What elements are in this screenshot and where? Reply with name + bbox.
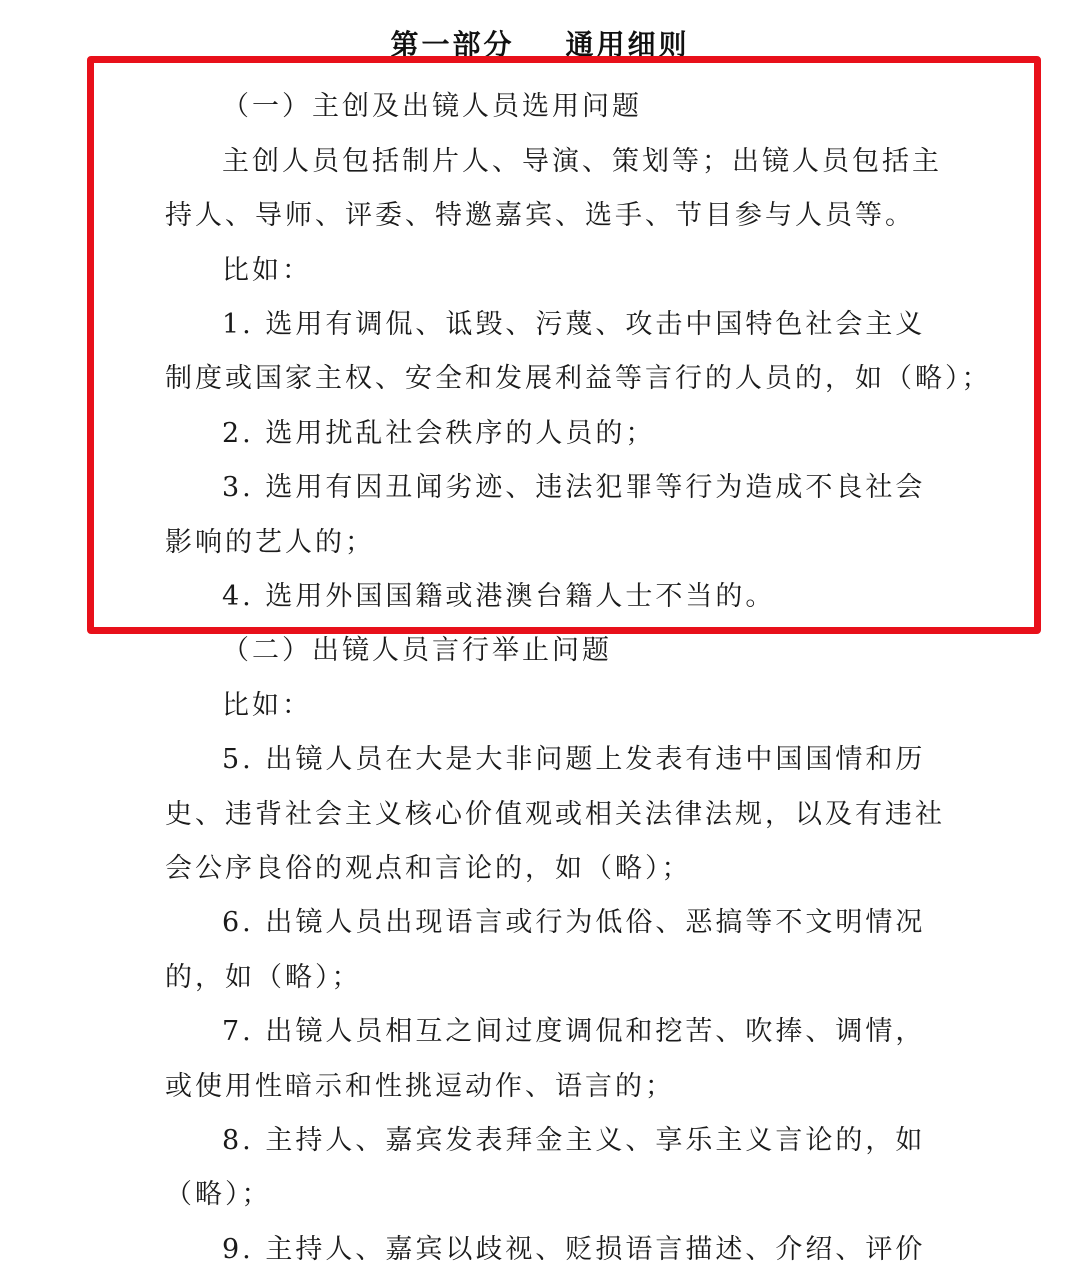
list-item-line: 2. 选用扰乱社会秩序的人员的； xyxy=(222,418,656,449)
list-item-line: 4. 选用外国国籍或港澳台籍人士不当的。 xyxy=(222,581,776,612)
paragraph-line: 持人、导师、评委、特邀嘉宾、选手、节目参与人员等。 xyxy=(165,200,915,231)
section-heading-1: （一）主创及出镜人员选用问题 xyxy=(222,91,642,122)
section-heading-2: （二）出镜人员言行举止问题 xyxy=(222,635,612,666)
list-item-line: 或使用性暗示和性挑逗动作、语言的； xyxy=(165,1071,675,1102)
list-item-line: 5. 出镜人员在大是大非问题上发表有违中国国情和历 xyxy=(222,744,926,775)
list-item-line: 影响的艺人的； xyxy=(165,527,375,558)
list-item-line: 史、违背社会主义核心价值观或相关法律法规，以及有违社 xyxy=(165,799,945,830)
list-item-line: 7. 出镜人员相互之间过度调侃和挖苦、吹捧、调情， xyxy=(222,1016,926,1047)
list-item-line: （略）； xyxy=(165,1179,272,1210)
list-item-line: 3. 选用有因丑闻劣迹、违法犯罪等行为造成不良社会 xyxy=(222,472,926,503)
list-item-line: 会公序良俗的观点和言论的，如（略）； xyxy=(165,853,692,884)
part-title: 第一部分 通用细则 xyxy=(390,28,690,61)
list-item-line: 1. 选用有调侃、诋毁、污蔑、攻击中国特色社会主义 xyxy=(222,309,926,340)
paragraph-line: 比如： xyxy=(222,690,312,721)
list-item-line: 的，如（略）； xyxy=(165,962,362,993)
paragraph-line: 主创人员包括制片人、导演、策划等；出镜人员包括主 xyxy=(222,146,942,177)
list-item-line: 9. 主持人、嘉宾以歧视、贬损语言描述、介绍、评价 xyxy=(222,1234,926,1265)
list-item-line: 8. 主持人、嘉宾发表拜金主义、享乐主义言论的，如 xyxy=(222,1125,926,1156)
list-item-line: 6. 出镜人员出现语言或行为低俗、恶搞等不文明情况 xyxy=(222,907,926,938)
paragraph-line: 比如： xyxy=(222,255,312,286)
list-item-line: 制度或国家主权、安全和发展利益等言行的人员的，如（略）； xyxy=(165,363,992,394)
